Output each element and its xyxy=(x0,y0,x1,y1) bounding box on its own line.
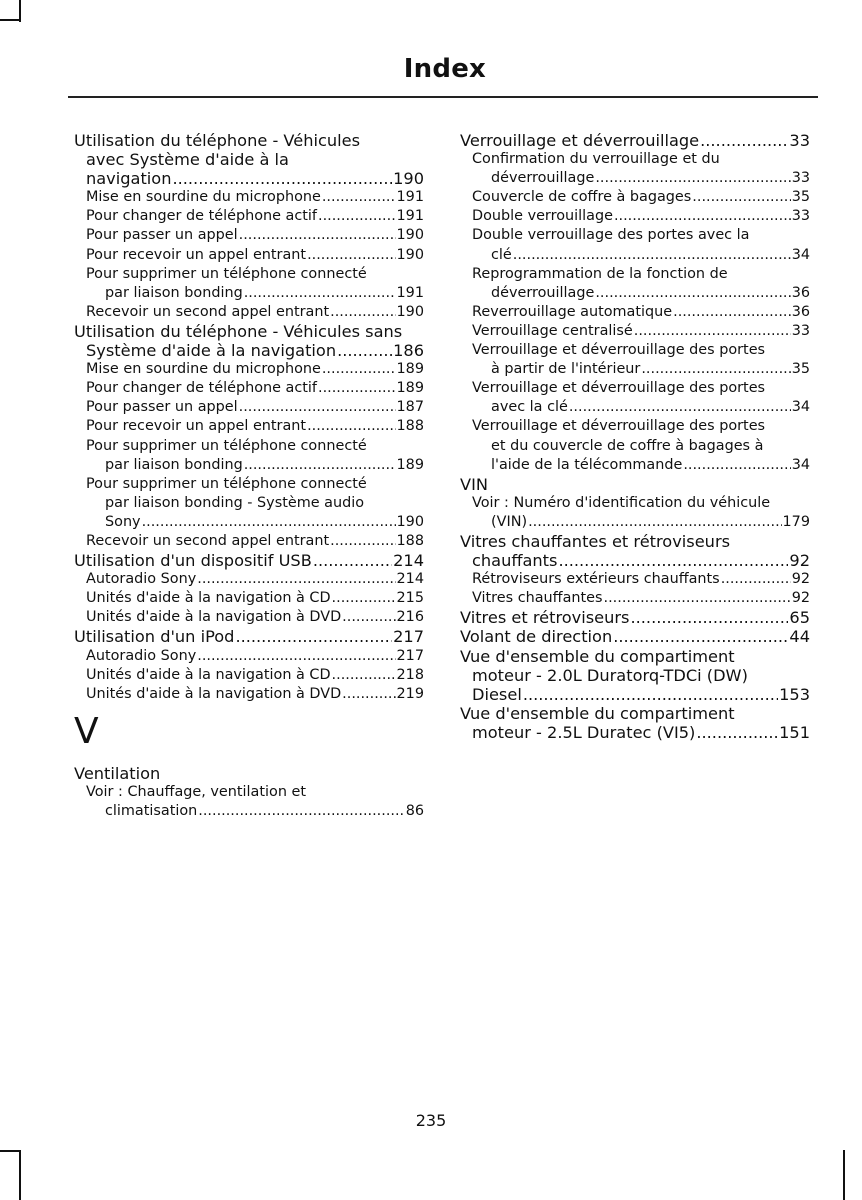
entry-text: Pour changer de téléphone actif xyxy=(86,208,317,225)
dot-leader xyxy=(692,188,790,207)
index-entry xyxy=(74,764,424,783)
crop-mark-bottom-right-vertical xyxy=(843,1150,845,1200)
entry-text: Unités d'aide à la navigation à DVD xyxy=(86,609,342,626)
index-subentry xyxy=(460,322,810,341)
index-entry xyxy=(460,704,810,742)
entry-text: Pour supprimer un téléphone connecté xyxy=(86,475,367,492)
index-subentry xyxy=(74,589,424,608)
index-subentry xyxy=(74,265,424,303)
entry-text: clé xyxy=(491,246,512,263)
entry-text: avec Système d'aide à la xyxy=(86,150,289,170)
dot-leader xyxy=(197,570,395,589)
index-entry xyxy=(74,322,424,360)
index-column-left xyxy=(74,131,424,821)
entry-page-number: 190 xyxy=(396,227,424,244)
entry-text: Pour supprimer un téléphone connecté xyxy=(86,265,367,282)
entry-text: déverrouillage xyxy=(491,170,595,187)
index-subentry xyxy=(460,303,810,322)
entry-page-number: 34 xyxy=(791,246,810,263)
index-subentry xyxy=(74,379,424,398)
entry-text: par liaison bonding xyxy=(105,456,243,473)
entry-page-number: 191 xyxy=(396,208,424,225)
index-subentry xyxy=(74,647,424,666)
entry-page-number: 186 xyxy=(393,341,424,361)
crop-mark-bottom-left-horizontal xyxy=(0,1150,20,1152)
dot-leader xyxy=(630,608,788,627)
entry-text: Pour recevoir un appel entrant xyxy=(86,418,307,435)
dot-leader xyxy=(244,456,396,475)
entry-text: (VIN) xyxy=(491,513,528,530)
dot-leader xyxy=(595,169,790,188)
entry-page-number: 218 xyxy=(396,666,424,683)
entry-page-number: 188 xyxy=(396,532,424,549)
entry-text: Pour passer un appel xyxy=(86,227,238,244)
index-entry xyxy=(460,647,810,704)
dot-leader xyxy=(197,647,395,666)
index-subentry xyxy=(74,226,424,245)
dot-leader xyxy=(523,685,778,704)
dot-leader xyxy=(700,131,788,150)
entry-text: Pour recevoir un appel entrant xyxy=(86,246,307,263)
entry-page-number: 190 xyxy=(393,169,424,189)
entry-text: Autoradio Sony xyxy=(86,647,197,664)
entry-text: Double verrouillage des portes avec la xyxy=(472,227,750,244)
index-subentry xyxy=(460,265,810,303)
index-subentry xyxy=(460,417,810,474)
entry-text: Verrouillage et déverrouillage des portes xyxy=(472,418,766,435)
entry-page-number: 188 xyxy=(396,418,424,435)
index-subentry xyxy=(74,570,424,589)
dot-leader xyxy=(595,284,790,303)
index-subentry xyxy=(74,475,424,532)
entry-page-number: 151 xyxy=(779,722,810,742)
dot-leader xyxy=(322,360,396,379)
entry-text: Mise en sourdine du microphone xyxy=(86,189,321,206)
index-subentry xyxy=(74,188,424,207)
dot-leader xyxy=(239,398,396,417)
entry-page-number: 33 xyxy=(791,170,810,187)
dot-leader xyxy=(313,551,392,570)
index-subentry xyxy=(460,226,810,264)
index-entry xyxy=(460,627,810,646)
entry-text: par liaison bonding xyxy=(105,284,243,301)
entry-page-number: 33 xyxy=(791,208,810,225)
dot-leader xyxy=(683,456,790,475)
entry-text: Utilisation d'un iPod xyxy=(74,627,235,647)
index-subentry xyxy=(74,437,424,475)
entry-page-number: 189 xyxy=(396,380,424,397)
entry-page-number: 35 xyxy=(791,189,810,206)
entry-text: Double verrouillage xyxy=(472,208,613,225)
dot-leader xyxy=(513,246,791,265)
dot-leader xyxy=(721,570,791,589)
entry-text: Diesel xyxy=(472,684,522,704)
entry-text: Vitres chauffantes xyxy=(472,590,603,607)
entry-text: Pour passer un appel xyxy=(86,399,238,416)
entry-text: Vue d'ensemble du compartiment xyxy=(460,703,735,723)
entry-text: Utilisation d'un dispositif USB xyxy=(74,551,312,571)
entry-text: Sony xyxy=(105,513,141,530)
entry-page-number: 215 xyxy=(396,590,424,607)
entry-page-number: 86 xyxy=(405,803,424,819)
dot-leader xyxy=(614,207,791,226)
entry-page-number: 217 xyxy=(396,647,424,664)
dot-leader xyxy=(322,188,396,207)
entry-text: Recevoir un second appel entrant xyxy=(86,532,330,549)
dot-leader xyxy=(330,303,395,322)
entry-page-number: 189 xyxy=(396,361,424,378)
entry-text: Reverrouillage automatique xyxy=(472,303,673,320)
entry-text: Vue d'ensemble du compartiment xyxy=(460,646,735,666)
entry-page-number: 216 xyxy=(396,609,424,626)
entry-text: Verrouillage centralisé xyxy=(472,322,633,339)
dot-leader xyxy=(673,303,791,322)
entry-text: Unités d'aide à la navigation à CD xyxy=(86,590,331,607)
entry-text: Confirmation du verrouillage et du xyxy=(472,151,720,168)
entry-page-number: 65 xyxy=(789,608,810,628)
dot-leader xyxy=(634,322,791,341)
entry-text: Unités d'aide à la navigation à DVD xyxy=(86,685,342,702)
index-subentry xyxy=(460,570,810,589)
entry-text: Pour changer de téléphone actif xyxy=(86,380,317,397)
entry-page-number: 34 xyxy=(791,456,810,473)
dot-leader xyxy=(332,589,396,608)
index-subentry xyxy=(460,494,810,532)
index-entry xyxy=(74,131,424,188)
dot-leader xyxy=(307,246,395,265)
entry-text: climatisation xyxy=(105,803,198,819)
entry-text: Autoradio Sony xyxy=(86,571,197,588)
entry-text: Couvercle de coffre à bagages xyxy=(472,189,692,206)
entry-text: Utilisation du téléphone - Véhicules xyxy=(74,131,361,150)
entry-text: par liaison bonding - Système audio xyxy=(105,494,365,511)
page-title: Index xyxy=(403,54,486,84)
entry-page-number: 153 xyxy=(779,684,810,704)
entry-page-number: 35 xyxy=(791,361,810,378)
dot-leader xyxy=(235,627,392,646)
entry-text: déverrouillage xyxy=(491,284,595,301)
index-subentry xyxy=(74,360,424,379)
entry-text: Verrouillage et déverrouillage des portes xyxy=(472,342,766,359)
entry-text: moteur - 2.0L Duratorq-TDCi (DW) xyxy=(472,665,748,685)
entry-text: Reprogrammation de la fonction de xyxy=(472,265,728,282)
entry-page-number: 92 xyxy=(791,571,810,588)
dot-leader xyxy=(342,608,395,627)
index-subentry xyxy=(74,303,424,322)
index-entry xyxy=(460,475,810,494)
entry-page-number: 33 xyxy=(789,131,810,150)
entry-text: Rétroviseurs extérieurs chauffants xyxy=(472,571,720,588)
index-subentry xyxy=(460,207,810,226)
index-subentry xyxy=(460,589,810,608)
entry-text: moteur - 2.5L Duratec (VI5) xyxy=(472,722,696,742)
entry-text: VIN xyxy=(460,474,488,494)
dot-leader xyxy=(172,169,392,188)
entry-text: avec la clé xyxy=(491,399,568,416)
entry-page-number: 36 xyxy=(791,284,810,301)
entry-page-number: 191 xyxy=(396,189,424,206)
entry-page-number: 92 xyxy=(791,590,810,607)
index-subentry xyxy=(74,608,424,627)
entry-text: Ventilation xyxy=(74,763,161,783)
entry-text: l'aide de la télécommande xyxy=(491,456,683,473)
entry-page-number: 214 xyxy=(393,551,424,571)
entry-page-number: 190 xyxy=(396,246,424,263)
dot-leader xyxy=(696,723,778,742)
entry-text: Utilisation du téléphone - Véhicules sans xyxy=(74,321,403,341)
dot-leader xyxy=(244,284,396,303)
index-subentry xyxy=(460,379,810,417)
dot-leader xyxy=(558,551,788,570)
page-number: 235 xyxy=(415,1111,447,1130)
entry-text: navigation xyxy=(86,169,172,189)
entry-text: Volant de direction xyxy=(460,627,613,647)
index-subentry xyxy=(74,207,424,226)
entry-text: Pour supprimer un téléphone connecté xyxy=(86,437,367,454)
entry-text: Verrouillage et déverrouillage xyxy=(460,131,700,150)
entry-page-number: 92 xyxy=(789,551,810,571)
index-entry xyxy=(460,532,810,570)
entry-page-number: 179 xyxy=(782,513,810,530)
entry-page-number: 33 xyxy=(791,322,810,339)
dot-leader xyxy=(528,513,781,532)
dot-leader xyxy=(604,589,791,608)
index-subentry xyxy=(74,783,424,821)
crop-mark-bottom-left-vertical xyxy=(19,1150,21,1200)
entry-page-number: 191 xyxy=(396,284,424,301)
dot-leader xyxy=(198,802,404,821)
index-subentry xyxy=(74,398,424,417)
dot-leader xyxy=(142,513,396,532)
index-subentry xyxy=(74,417,424,436)
dot-leader xyxy=(337,341,392,360)
index-subentry xyxy=(74,532,424,551)
dot-leader xyxy=(342,685,395,704)
index-section-letter: V xyxy=(74,710,99,752)
index-entry xyxy=(74,627,424,646)
entry-text: et du couvercle de coffre à bagages à xyxy=(491,437,764,454)
entry-page-number: 34 xyxy=(791,399,810,416)
entry-page-number: 187 xyxy=(396,399,424,416)
index-subentry xyxy=(74,246,424,265)
index-column-right xyxy=(460,131,810,742)
entry-page-number: 214 xyxy=(396,571,424,588)
entry-text: Unités d'aide à la navigation à CD xyxy=(86,666,331,683)
crop-mark-top-left-horizontal xyxy=(0,19,20,21)
index-subentry xyxy=(460,150,810,188)
entry-page-number: 219 xyxy=(396,685,424,702)
dot-leader xyxy=(307,417,395,436)
index-subentry xyxy=(74,685,424,704)
dot-leader xyxy=(239,226,396,245)
dot-leader xyxy=(318,207,396,226)
dot-leader xyxy=(569,398,791,417)
entry-text: Vitres et rétroviseurs xyxy=(460,608,630,628)
entry-page-number: 190 xyxy=(396,303,424,320)
entry-page-number: 189 xyxy=(396,456,424,473)
entry-text: Voir : Chauffage, ventilation et xyxy=(86,783,307,800)
entry-page-number: 217 xyxy=(393,627,424,647)
entry-text: Système d'aide à la navigation xyxy=(86,341,337,361)
dot-leader xyxy=(613,627,788,646)
entry-text: Mise en sourdine du microphone xyxy=(86,361,321,378)
dot-leader xyxy=(330,532,395,551)
entry-text: chauffants xyxy=(472,551,558,571)
entry-text: Vitres chauffantes et rétroviseurs xyxy=(460,531,731,551)
entry-page-number: 190 xyxy=(396,513,424,530)
index-subentry xyxy=(74,666,424,685)
dot-leader xyxy=(641,360,790,379)
entry-text: à partir de l'intérieur xyxy=(491,361,641,378)
dot-leader xyxy=(332,666,396,685)
index-subentry xyxy=(460,341,810,379)
entry-page-number: 44 xyxy=(789,627,810,647)
entry-page-number: 36 xyxy=(791,303,810,320)
entry-text: Voir : Numéro d'identification du véhicule xyxy=(472,494,771,511)
index-subentry xyxy=(460,188,810,207)
title-rule xyxy=(68,96,818,98)
dot-leader xyxy=(318,379,396,398)
entry-text: Verrouillage et déverrouillage des portes xyxy=(472,380,766,397)
index-entry xyxy=(460,131,810,150)
entry-text: Recevoir un second appel entrant xyxy=(86,303,330,320)
index-entry xyxy=(74,551,424,570)
index-entry xyxy=(460,608,810,627)
